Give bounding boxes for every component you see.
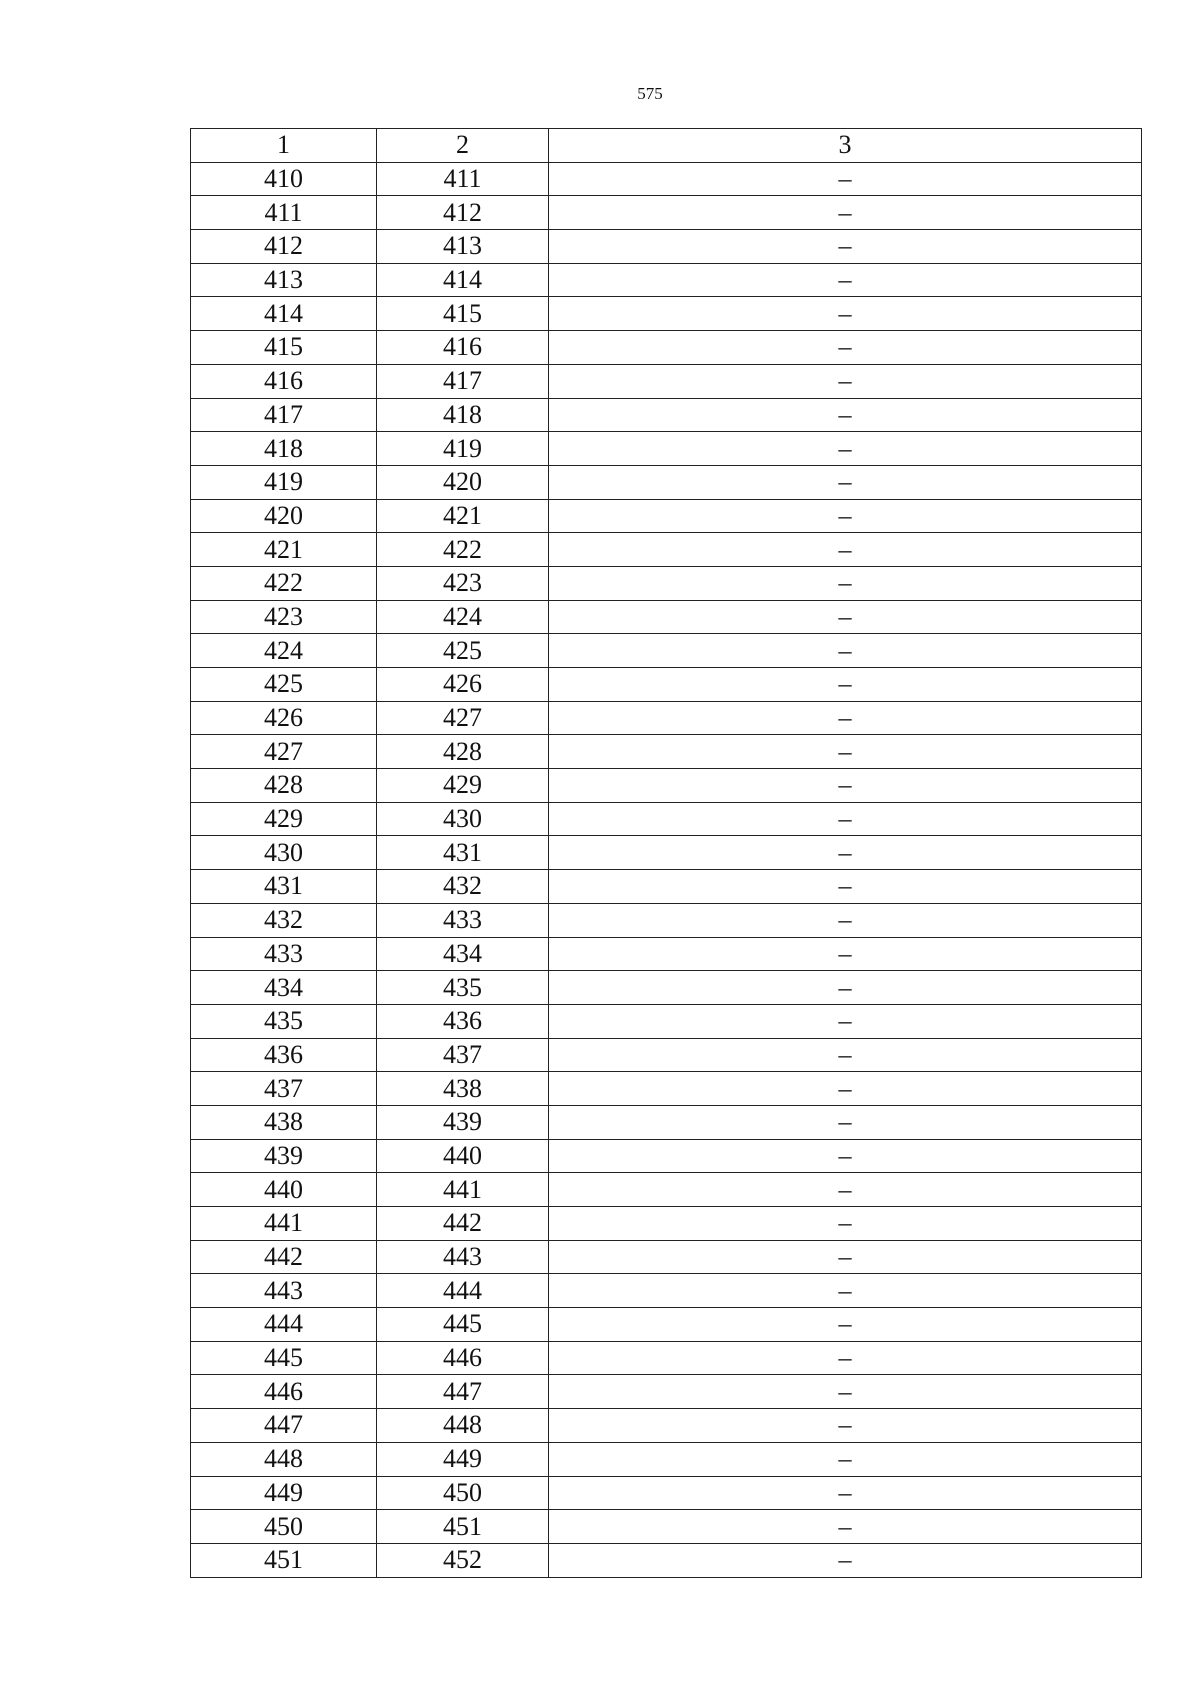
table-cell: 413: [377, 230, 549, 264]
table-row: [191, 903, 1142, 937]
table-cell: 437: [377, 1038, 549, 1072]
table-cell: –: [549, 701, 1142, 735]
table-cell: 451: [191, 1543, 377, 1577]
table-cell: 430: [377, 802, 549, 836]
table-cell: 417: [377, 364, 549, 398]
table-cell: 424: [377, 600, 549, 634]
table-cell: 411: [377, 162, 549, 196]
table-cell: 438: [377, 1072, 549, 1106]
table-cell: 447: [377, 1375, 549, 1409]
table-cell: 422: [191, 566, 377, 600]
table-cell: 426: [191, 701, 377, 735]
table-cell: –: [549, 600, 1142, 634]
table-cell: –: [549, 1442, 1142, 1476]
table-cell: 440: [377, 1139, 549, 1173]
table-row: [191, 769, 1142, 803]
table-cell: –: [549, 566, 1142, 600]
table-cell: 441: [191, 1207, 377, 1241]
table-cell: 448: [191, 1442, 377, 1476]
table-cell: 425: [191, 668, 377, 702]
table-cell: –: [549, 465, 1142, 499]
table-row: [191, 634, 1142, 668]
table-header: [191, 129, 1142, 163]
table-cell: 440: [191, 1173, 377, 1207]
table-cell: 434: [377, 937, 549, 971]
table-cell: 450: [377, 1476, 549, 1510]
table-row: [191, 230, 1142, 264]
table-cell: –: [549, 1375, 1142, 1409]
table-cell: –: [549, 769, 1142, 803]
table-cell: 425: [377, 634, 549, 668]
table-cell: 418: [191, 432, 377, 466]
table-cell: –: [549, 836, 1142, 870]
table-row: [191, 937, 1142, 971]
table-row: [191, 1341, 1142, 1375]
table-cell: 448: [377, 1409, 549, 1443]
table-row: [191, 566, 1142, 600]
table-row: [191, 465, 1142, 499]
table-cell: 452: [377, 1543, 549, 1577]
header-row: [191, 129, 1142, 163]
table-row: [191, 735, 1142, 769]
table-cell: 420: [377, 465, 549, 499]
table-row: [191, 398, 1142, 432]
table-cell: –: [549, 802, 1142, 836]
table-cell: 443: [377, 1240, 549, 1274]
table-cell: –: [549, 1240, 1142, 1274]
table-cell: –: [549, 1543, 1142, 1577]
table-cell: –: [549, 1072, 1142, 1106]
table-cell: 442: [191, 1240, 377, 1274]
table-row: [191, 836, 1142, 870]
table-cell: –: [549, 1476, 1142, 1510]
table-cell: –: [549, 1139, 1142, 1173]
table-cell: 451: [377, 1510, 549, 1544]
table-cell: 431: [191, 870, 377, 904]
table-cell: 444: [377, 1274, 549, 1308]
table-cell: 434: [191, 971, 377, 1005]
table-cell: –: [549, 263, 1142, 297]
table-cell: 415: [191, 331, 377, 365]
table-cell: 413: [191, 263, 377, 297]
table-cell: 449: [191, 1476, 377, 1510]
table-row: [191, 1072, 1142, 1106]
table-row: [191, 1173, 1142, 1207]
table-cell: 441: [377, 1173, 549, 1207]
table-cell: 412: [377, 196, 549, 230]
table-cell: –: [549, 432, 1142, 466]
table-cell: 428: [377, 735, 549, 769]
table-cell: 416: [191, 364, 377, 398]
table-row: [191, 1510, 1142, 1544]
table-cell: –: [549, 903, 1142, 937]
table-cell: 435: [377, 971, 549, 1005]
table-cell: 442: [377, 1207, 549, 1241]
table-cell: 449: [377, 1442, 549, 1476]
table-row: [191, 701, 1142, 735]
table-cell: –: [549, 735, 1142, 769]
table-row: [191, 1476, 1142, 1510]
table-cell: –: [549, 668, 1142, 702]
table-cell: –: [549, 1105, 1142, 1139]
column-header: 1: [191, 129, 377, 163]
table-cell: 437: [191, 1072, 377, 1106]
table-cell: 427: [377, 701, 549, 735]
table-cell: 423: [191, 600, 377, 634]
table-cell: –: [549, 1274, 1142, 1308]
table-cell: 439: [191, 1139, 377, 1173]
table-cell: 445: [191, 1341, 377, 1375]
table-body: [191, 162, 1142, 1577]
column-header: 3: [549, 129, 1142, 163]
table-row: [191, 971, 1142, 1005]
table-row: [191, 196, 1142, 230]
table-cell: 436: [191, 1038, 377, 1072]
table-cell: 431: [377, 836, 549, 870]
table-cell: –: [549, 1038, 1142, 1072]
table-cell: 421: [191, 533, 377, 567]
data-table: [190, 128, 1142, 1578]
table-cell: 445: [377, 1308, 549, 1342]
table-cell: 416: [377, 331, 549, 365]
table-cell: –: [549, 1004, 1142, 1038]
page-number: 575: [637, 84, 663, 103]
table-cell: 421: [377, 499, 549, 533]
table-row: [191, 533, 1142, 567]
table-cell: 424: [191, 634, 377, 668]
table-row: [191, 802, 1142, 836]
table-cell: –: [549, 230, 1142, 264]
table-cell: 439: [377, 1105, 549, 1139]
table-cell: 418: [377, 398, 549, 432]
table-cell: 433: [191, 937, 377, 971]
table-row: [191, 499, 1142, 533]
table-row: [191, 1240, 1142, 1274]
table-row: [191, 1105, 1142, 1139]
table-cell: 427: [191, 735, 377, 769]
table-cell: –: [549, 1207, 1142, 1241]
table-row: [191, 1004, 1142, 1038]
table-cell: 419: [191, 465, 377, 499]
table-cell: –: [549, 1409, 1142, 1443]
table-cell: 422: [377, 533, 549, 567]
table-cell: –: [549, 162, 1142, 196]
table-cell: 433: [377, 903, 549, 937]
table-cell: 428: [191, 769, 377, 803]
table-cell: 443: [191, 1274, 377, 1308]
table-row: [191, 1543, 1142, 1577]
table-cell: 435: [191, 1004, 377, 1038]
table-cell: –: [549, 499, 1142, 533]
table-cell: 430: [191, 836, 377, 870]
table-row: [191, 364, 1142, 398]
table-row: [191, 297, 1142, 331]
table-cell: 417: [191, 398, 377, 432]
table-row: [191, 600, 1142, 634]
data-table-container: [190, 128, 1141, 1578]
table-cell: 423: [377, 566, 549, 600]
table-cell: 410: [191, 162, 377, 196]
table-cell: –: [549, 1173, 1142, 1207]
table-cell: 438: [191, 1105, 377, 1139]
table-cell: –: [549, 196, 1142, 230]
table-cell: –: [549, 364, 1142, 398]
table-cell: –: [549, 1308, 1142, 1342]
table-row: [191, 331, 1142, 365]
table-cell: 412: [191, 230, 377, 264]
table-cell: –: [549, 1341, 1142, 1375]
table-cell: 447: [191, 1409, 377, 1443]
table-cell: 446: [377, 1341, 549, 1375]
table-cell: –: [549, 297, 1142, 331]
table-cell: 432: [377, 870, 549, 904]
table-cell: 415: [377, 297, 549, 331]
table-cell: –: [549, 331, 1142, 365]
table-row: [191, 870, 1142, 904]
column-header: 2: [377, 129, 549, 163]
table-row: [191, 1139, 1142, 1173]
table-cell: 426: [377, 668, 549, 702]
table-row: [191, 1274, 1142, 1308]
table-cell: 444: [191, 1308, 377, 1342]
table-cell: –: [549, 533, 1142, 567]
table-cell: –: [549, 398, 1142, 432]
table-cell: 429: [377, 769, 549, 803]
table-row: [191, 1409, 1142, 1443]
table-cell: –: [549, 1510, 1142, 1544]
table-row: [191, 1038, 1142, 1072]
table-cell: 429: [191, 802, 377, 836]
table-row: [191, 668, 1142, 702]
table-cell: –: [549, 870, 1142, 904]
table-row: [191, 263, 1142, 297]
table-cell: 414: [377, 263, 549, 297]
table-cell: 411: [191, 196, 377, 230]
table-cell: –: [549, 937, 1142, 971]
table-cell: 436: [377, 1004, 549, 1038]
table-row: [191, 1375, 1142, 1409]
table-cell: 414: [191, 297, 377, 331]
table-row: [191, 432, 1142, 466]
table-cell: 450: [191, 1510, 377, 1544]
table-cell: 432: [191, 903, 377, 937]
table-row: [191, 1442, 1142, 1476]
table-cell: 419: [377, 432, 549, 466]
table-cell: –: [549, 971, 1142, 1005]
table-row: [191, 162, 1142, 196]
table-row: [191, 1308, 1142, 1342]
table-cell: –: [549, 634, 1142, 668]
table-cell: 420: [191, 499, 377, 533]
table-row: [191, 1207, 1142, 1241]
table-cell: 446: [191, 1375, 377, 1409]
